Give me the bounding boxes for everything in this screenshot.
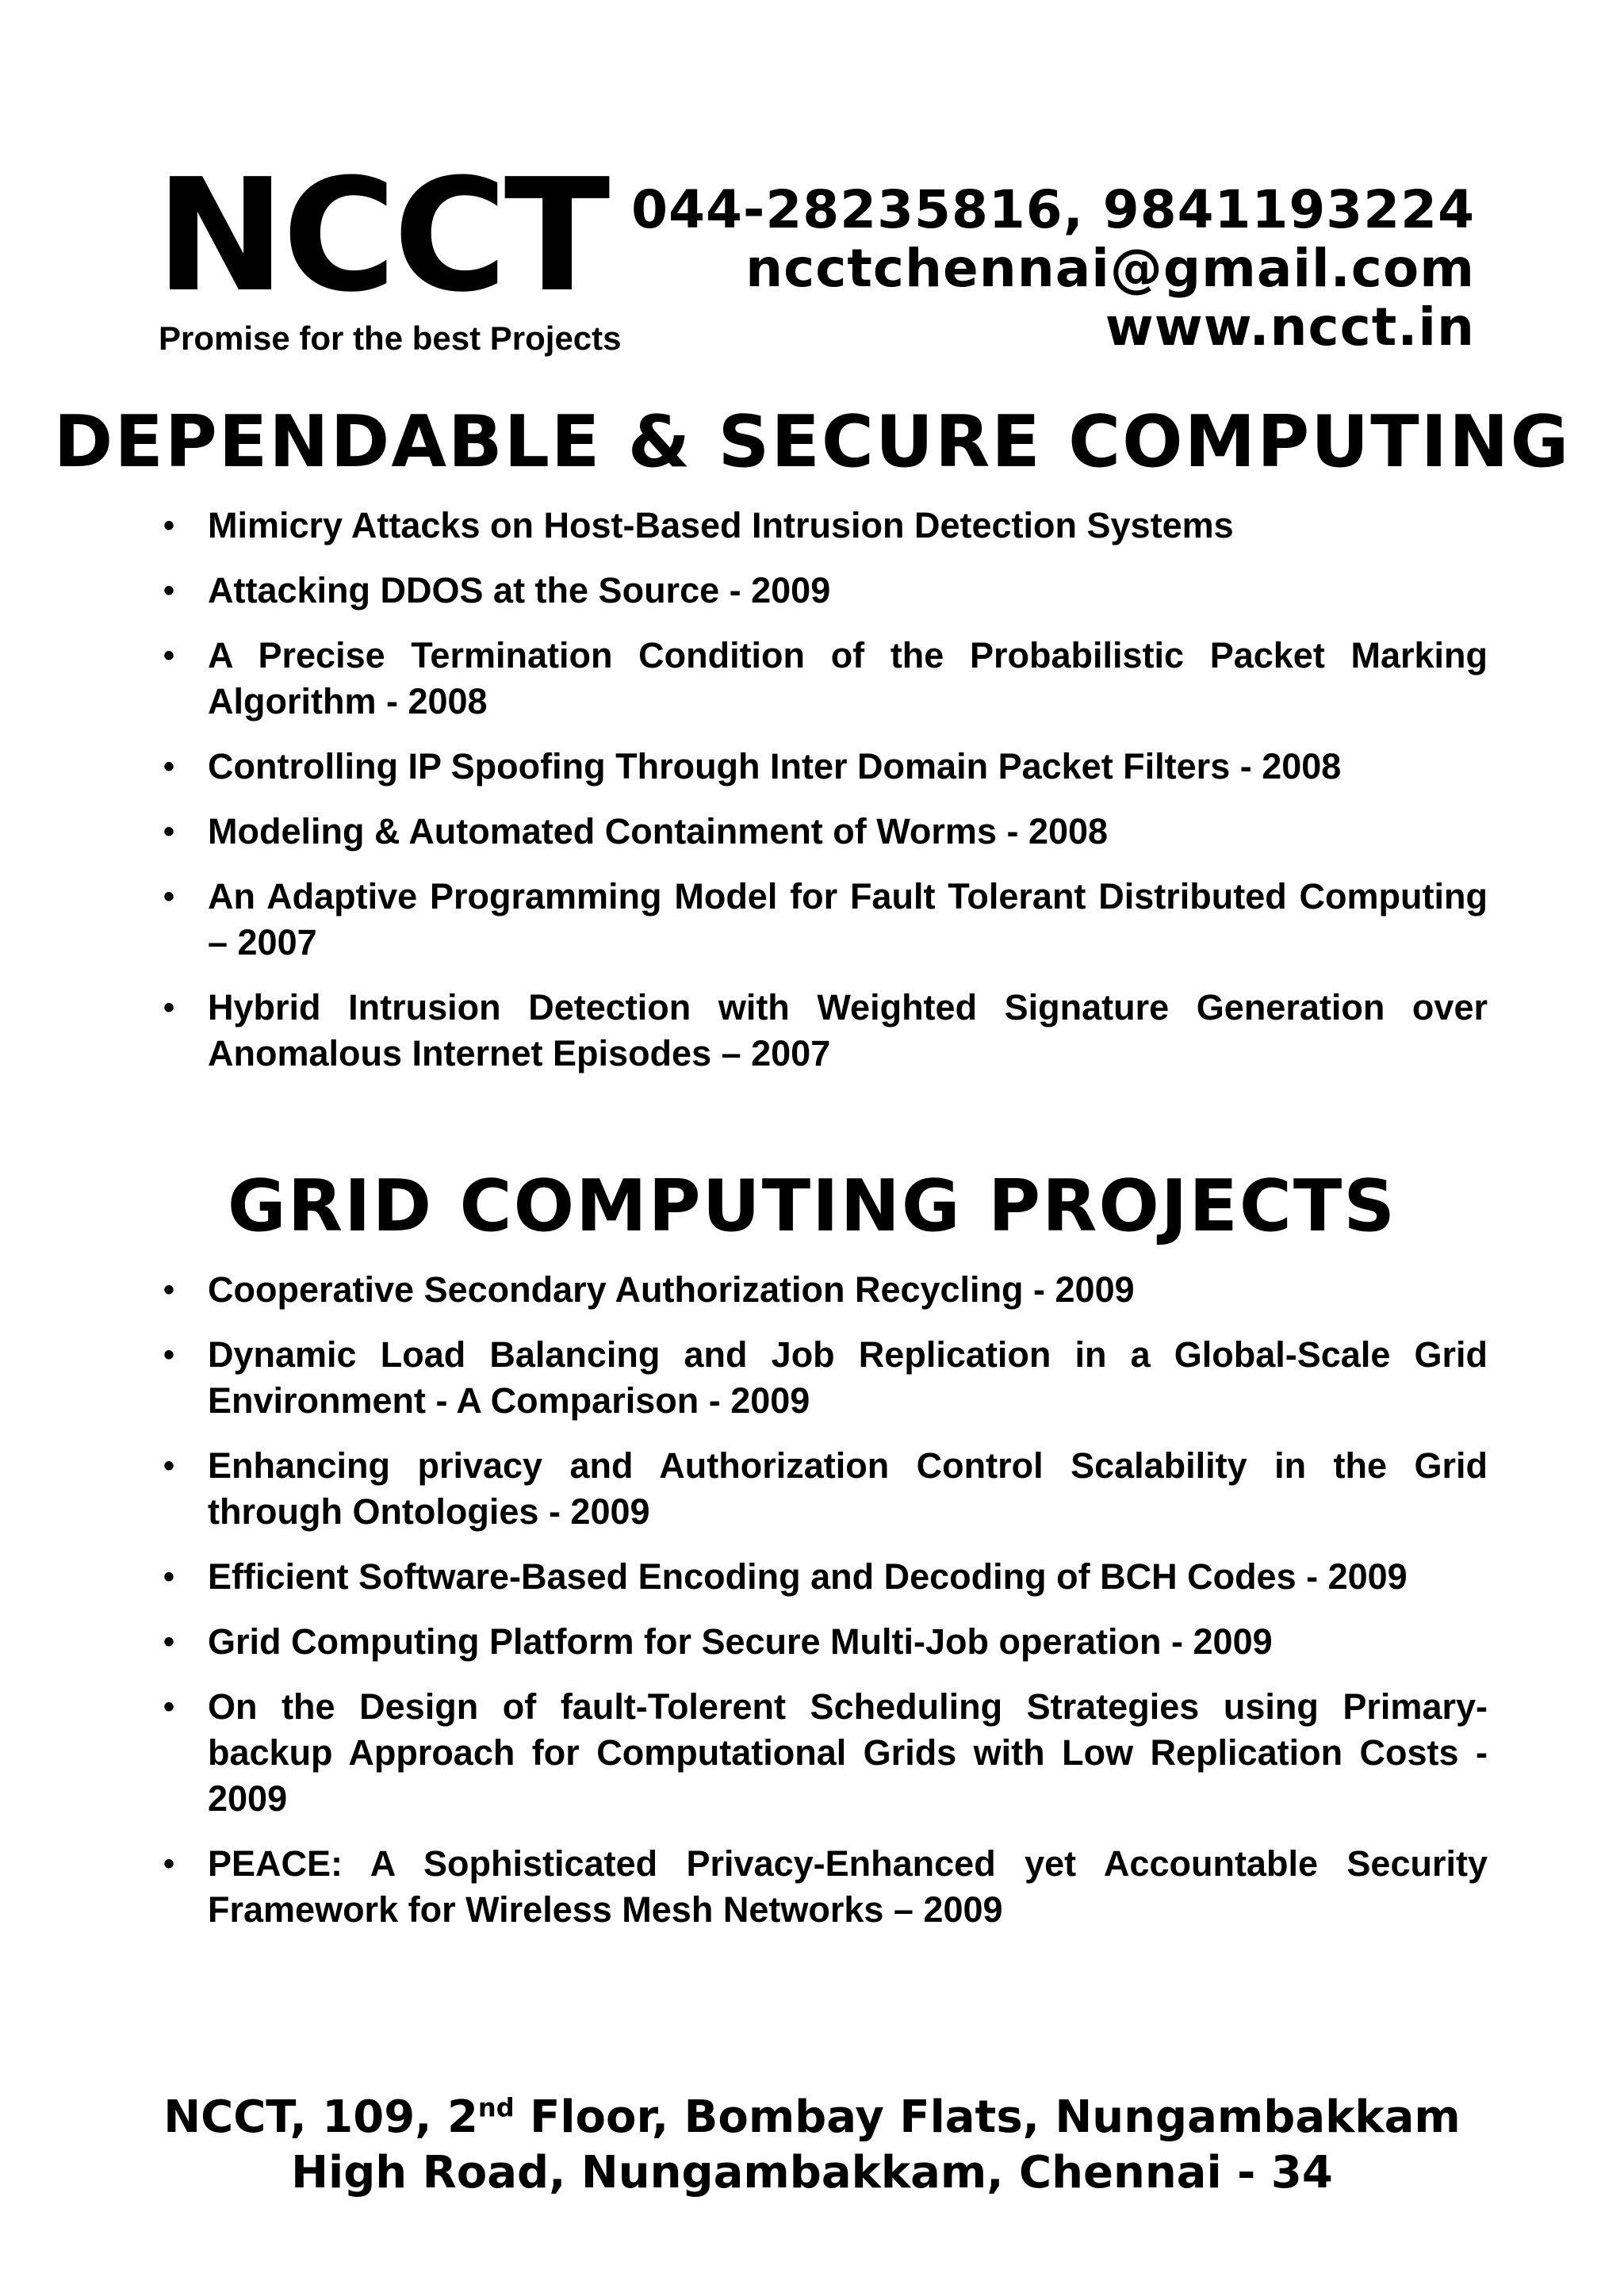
address-footer [0,2090,1624,2201]
address-line-1 [0,2090,1624,2145]
bullet-icon: • [163,1337,175,1372]
bullet-icon: • [163,1624,175,1659]
list-item [159,744,1488,790]
address-line-1-prefix: NCCT, 109, 2 [163,2091,478,2143]
bullet-icon: • [163,1846,175,1881]
bullet-icon: • [163,638,175,673]
project-title: Controlling IP Spoofing Through Inter Domain Packet Filters - 2008 [208,746,1342,786]
project-title: PEACE: A Sophisticated Privacy-Enhanced yet Accountable Security Framework for Wireless Mesh Networks – 2009 [208,1843,1488,1930]
list-item [159,985,1488,1077]
section-heading-grid-computing: GRID COMPUTING PROJECTS [227,1165,1397,1248]
project-title: Mimicry Attacks on Host-Based Intrusion Detection Systems [208,505,1234,545]
bullet-icon: • [163,814,175,849]
address-line-2: High Road, Nungambakkam, Chennai - 34 [291,2147,1333,2198]
project-title: Attacking DDOS at the Source - 2009 [208,570,831,610]
list-item [159,1443,1488,1535]
bullet-icon: • [163,749,175,784]
project-title: On the Design of fault-Tolerent Scheduling Strategies using Primary-backup Approach for Computational Grids with Low Replication Costs - 2009 [208,1686,1488,1819]
list-item [159,1332,1488,1424]
project-title: Grid Computing Platform for Secure Multi-Job operation - 2009 [208,1621,1273,1662]
tagline: Promise for the best Projects [159,320,622,357]
ncct-logo: NCCT [155,146,607,327]
dependable-secure-project-list [159,503,1488,1096]
list-item [159,633,1488,725]
list-item [159,1684,1488,1822]
list-item [159,1841,1488,1933]
section-heading-dependable-secure: DEPENDABLE & SECURE COMPUTING [53,400,1571,484]
list-item [159,503,1488,549]
project-title: Efficient Software-Based Encoding and Decoding of BCH Codes - 2009 [208,1556,1408,1597]
bullet-icon: • [163,573,175,608]
ordinal-suffix: nd [477,2092,515,2123]
bullet-icon: • [163,1272,175,1307]
list-item [159,568,1488,614]
bullet-icon: • [163,1559,175,1594]
list-item [159,1619,1488,1665]
address-line-1-suffix: Floor, Bombay Flats, Nungambakkam [514,2091,1461,2143]
grid-computing-project-list [159,1267,1488,1952]
email-address: ncctchennai@gmail.com [745,238,1475,299]
contact-block [631,181,1475,357]
list-item [159,874,1488,966]
project-title: Modeling & Automated Containment of Worms - 2008 [208,811,1109,851]
list-item [159,1267,1488,1313]
bullet-icon: • [163,508,175,543]
project-title: Dynamic Load Balancing and Job Replication in a Global-Scale Grid Environment - A Comparison - 2009 [208,1334,1488,1421]
bullet-icon: • [163,990,175,1025]
project-title: Hybrid Intrusion Detection with Weighted Signature Generation over Anomalous Internet Episodes – 2007 [208,987,1488,1073]
bullet-icon: • [163,1448,175,1483]
project-title: A Precise Termination Condition of the Probabilistic Packet Marking Algorithm - 2008 [208,635,1488,721]
bullet-icon: • [163,879,175,914]
list-item [159,1554,1488,1600]
list-item [159,809,1488,855]
bullet-icon: • [163,1689,175,1724]
phone-numbers: 044-28235816, 9841193224 [631,179,1475,240]
project-title: Enhancing privacy and Authorization Control Scalability in the Grid through Ontologies - 2009 [208,1445,1488,1532]
project-title: Cooperative Secondary Authorization Recycling - 2009 [208,1269,1135,1310]
project-title: An Adaptive Programming Model for Fault Tolerant Distributed Computing – 2007 [208,876,1488,962]
website-url: www.ncct.in [1105,297,1475,358]
